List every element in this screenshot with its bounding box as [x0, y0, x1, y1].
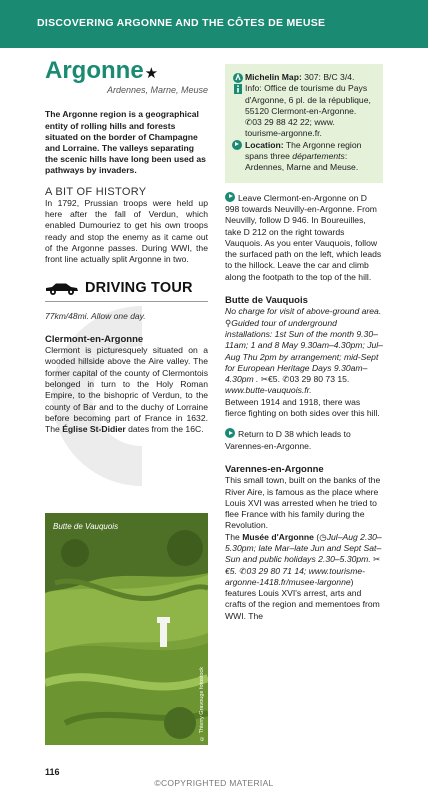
museum-paragraph: The Musée d'Argonne (◷Jul–Aug 2.30–5.30pm; late Mar–late Jun and Sept Sat–Sun and public holidays 2.30–5.30pm. ✂€5. ✆03 29 80 71 14; www.tourisme-argonne-1418.fr/musee-largonne) features Louis XVI's arrest, arts and crafts of the region and mementoes from WWI. The [225, 531, 382, 621]
clermont-heading: Clermont-en-Argonne [45, 333, 144, 345]
clock-icon: ◷ [319, 531, 327, 542]
phone-icon: ✆ [282, 374, 290, 385]
map-row: Michelin Map: 307: B/C 3/4. [231, 72, 373, 83]
chapter-header-bar [0, 0, 428, 48]
info-row [231, 83, 373, 139]
driving-tour-label: DRIVING TOUR [85, 279, 193, 296]
driving-tour-heading [45, 279, 208, 302]
history-heading: A BIT OF HISTORY [45, 185, 147, 198]
photo-caption: Butte de Vauquois [53, 522, 119, 531]
tourist-office-info: Info: Office de tourisme du Pays d'Argonne, 6 pl. de la république, 55120 Clermont-en-Argonne. [245, 83, 371, 116]
chapter-title: DISCOVERING ARGONNE AND THE CÔTES DE MEUSE [37, 17, 326, 29]
landscape-illustration [45, 513, 208, 745]
phone-icon: ✆ [239, 565, 247, 576]
vauquois-heading: Butte de Vauquois [225, 295, 308, 307]
page-number: 116 [45, 767, 60, 777]
route-paragraph-1: Leave Clermont-en-Argonne on D 998 towards Neuvilly-en-Argonne. From Neuvilly, follow D 946. In Boureuilles, take D 212 on the right towards Vauquois. As you enter Vauquois, follow the surfaced path on the left, which leads to the hillock. Leave the car and climb along the footpath to the top of the hill. [225, 192, 382, 282]
tour-distance: 77km/48mi. Allow one day. [45, 310, 146, 321]
arrow-icon [225, 192, 235, 202]
history-paragraph: In 1792, Prussian troops were held up here after the fall of Verdun, which enabled Dumouriez to get his own troops ready and stop the enemy as it came out of the Argonne passes. During WWI, the front line actually split Argonne in two. [45, 197, 208, 265]
vauquois-details: No charge for visit of above-ground area. ⚲Guided tour of underground installations: 1st Sun of the month 9.30–11am; 1 and 8 May 9.30am–4.30pm; Jul–Aug Thu 2pm by arrangement; mid-Sept for European Heritage Days 9.30am– 4.30pm . ✂€5. ✆03 29 80 73 15. www.butte-vauquois.fr. [225, 306, 383, 396]
lead-paragraph: The Argonne region is a geographical entity of rolling hills and forests situated on the border of Champagne and Lorraine. The valleys separating the scenic hills have long been used as pathways by invaders. [45, 109, 206, 176]
photo-credit: © Thierry Gravouge fotostock [199, 667, 205, 741]
page-title: Argonne [45, 57, 144, 84]
vauquois-text: Between 1914 and 1918, there was fierce fighting on both sides over this hill. [225, 396, 380, 419]
star-icon: ★ [144, 65, 159, 82]
arrow-icon [225, 428, 235, 438]
michelin-map-icon [233, 73, 243, 83]
right-column [225, 64, 383, 622]
varennes-heading: Varennes-en-Argonne [225, 463, 324, 475]
museum-name: Musée d'Argonne [242, 531, 314, 542]
ticket-icon: ✂ [373, 554, 381, 565]
info-box [225, 64, 383, 183]
varennes-text: This small town, built on the banks of the River Aire, is famous as the place where Louis XVI was arrested when he tried to flee France with his family during the Revolution. [225, 475, 381, 531]
church-name: Église St-Didier [62, 424, 126, 435]
guided-tour-icon: ⚲ [225, 317, 232, 328]
tourist-office-phone: ✆03 29 88 42 22; www. tourisme-argonne.fr. [245, 117, 335, 139]
info-icon [234, 84, 242, 94]
clermont-paragraph: Clermont is picturesquely situated on a wooded hillside above the Aire valley. The former capital of the county of Clermontois belonged in turn to the Holy Roman Empire, to the bishopric of Verdun, to the county of Bar and to the duchy of Lorraine before becoming part of France in 1632. The Église St-Didier dates from the 16C. [45, 345, 208, 435]
route-paragraph-2: Return to D 38 which leads to Varennes-en-Argonne. [225, 429, 351, 451]
copyright-notice: ©COPYRIGHTED MATERIAL [154, 778, 274, 788]
arrow-icon [232, 140, 242, 150]
page-subtitle: Ardennes, Marne, Meuse [106, 85, 208, 95]
photo-butte-de-vauquois [45, 513, 208, 745]
left-column [45, 58, 208, 436]
title-row [45, 58, 208, 84]
ticket-icon: ✂ [260, 374, 269, 385]
location-row: Location: The Argonne region spans three départements: Ardennes, Marne and Meuse. [231, 140, 373, 174]
car-icon [45, 282, 79, 296]
